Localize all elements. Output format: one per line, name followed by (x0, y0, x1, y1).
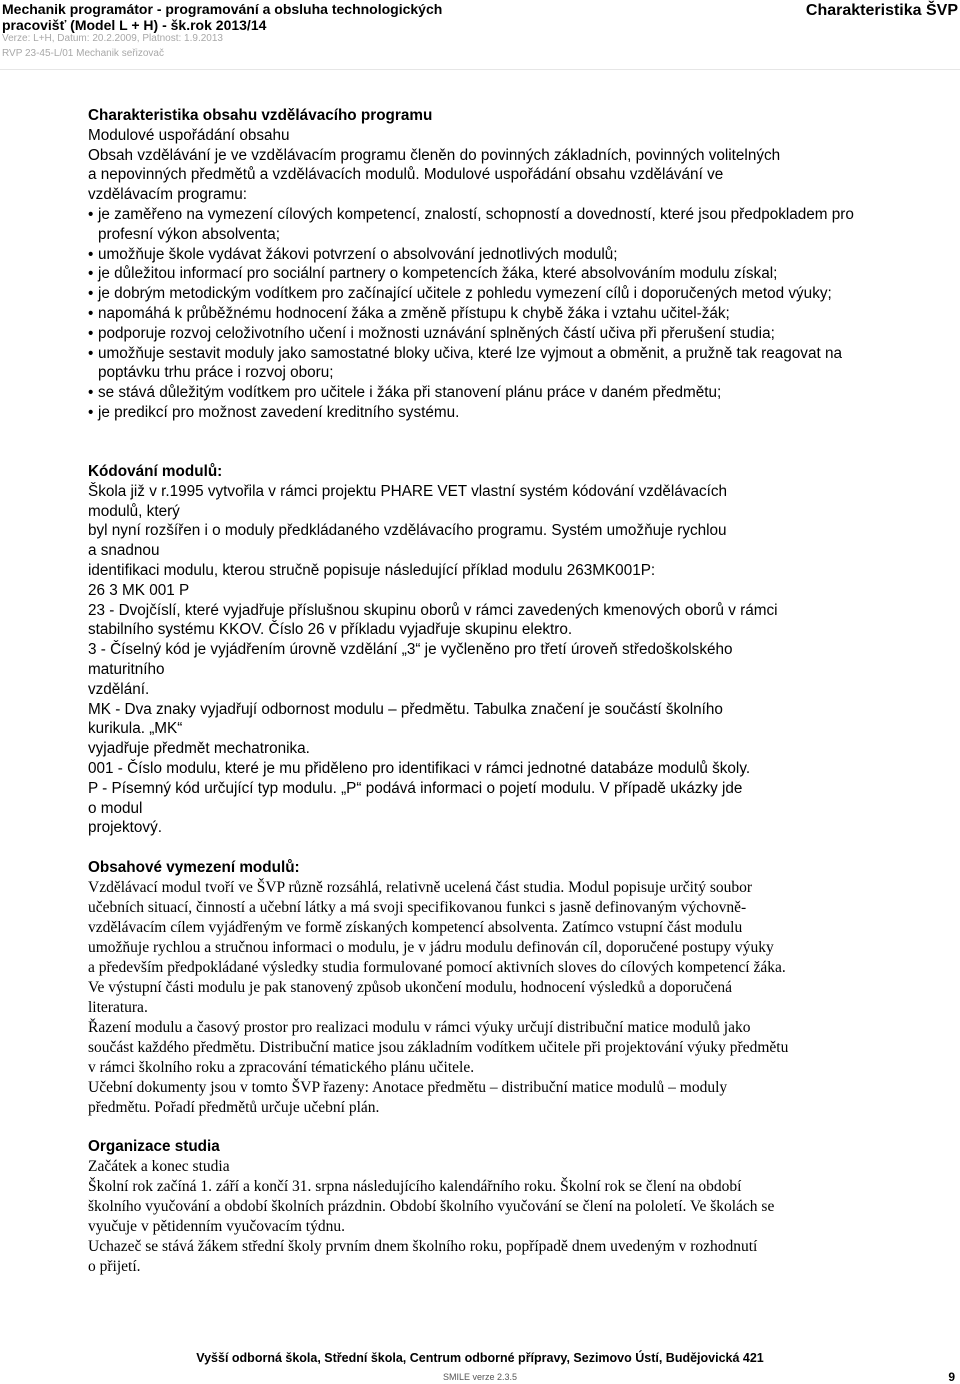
section-title: Kódování modulů: (88, 463, 223, 480)
text-line: a snadnou (88, 542, 160, 560)
text-line: 3 - Číselný kód je vyjádřením úrovně vzdělání „3“ je vyčleněno pro třetí úroveň středoškolského (88, 641, 733, 659)
text-line: vzdělávacím cílem vyjádřeným ve formě získaných kompetencí absolventa. Zatímco vstupní část modulu (88, 919, 743, 936)
text-line: v rámci školního roku a zpracování tématického plánu učitele. (88, 1059, 475, 1076)
text-line: kurikula. „MK“ (88, 720, 183, 738)
section-module-content (88, 858, 878, 1118)
text-line: projektový. (88, 819, 162, 837)
header-section-title: Charakteristika ŠVP (805, 2, 958, 19)
text-line: modulů, který (88, 502, 180, 520)
text-line: Školní rok začíná 1. září a končí 31. srpna následujícího kalendářního roku. Školní rok se člení na období (88, 1178, 742, 1195)
list-item: • umožňuje škole vydávat žákovi potvrzení o absolvování jednotlivých modulů; (88, 245, 878, 265)
benefits-list (88, 205, 878, 423)
text-line: Uchazeč se stává žákem střední školy prvním dnem školního roku, popřípadě dnem uvedeným v rozhodnutí (88, 1238, 758, 1255)
text-line: Škola již v r.1995 vytvořila v rámci projektu PHARE VET vlastní systém kódování vzdělávacích (88, 482, 728, 500)
text-line: 001 - Číslo modulu, které je mu přiděleno pro identifikaci v rámci jednotné databáze modulů školy. (88, 759, 751, 777)
text-line: 26 3 MK 001 P (88, 581, 190, 599)
intro-line: Obsah vzdělávání je ve vzdělávacím programu členěn do povinných základních, povinných volitelných (88, 146, 781, 164)
list-item: • podporuje rozvoj celoživotního učení i možnosti uznávání splněných částí učiva při přerušení studia; (88, 324, 878, 344)
text-line: a především předpokládané výsledky studia formulované pomocí aktivních sloves do cílových kompetencí žáka. (88, 959, 786, 976)
text-line: literatura. (88, 999, 148, 1016)
intro-line: vzdělávacím programu: (88, 186, 247, 204)
text-line: maturitního (88, 660, 165, 678)
list-item: • se stává důležitým vodítkem pro učitele i žáka při stanovení plánu práce v daném předmětu; (88, 383, 878, 403)
text-line: 23 - Dvojčíslí, které vyjadřuje příslušnou skupinu oborů v rámci zavedených kmenových oborů v rámci (88, 601, 778, 619)
list-item: • umožňuje sestavit moduly jako samostatné bloky učiva, které lze vyjmout a obměnit, a pružně tak reagovat na poptávku trhu práce i rozvoj oboru; (88, 344, 878, 384)
list-item: • je predikcí pro možnost zavedení kreditního systému. (88, 403, 878, 423)
text-line: MK - Dva znaky vyjadřují odbornost modulu – předmětu. Tabulka značení je součástí školního (88, 700, 723, 718)
text-line: stabilního systému KKOV. Číslo 26 v příkladu vyjadřuje skupinu elektro. (88, 621, 573, 639)
list-item: • je zaměřeno na vymezení cílových kompetencí, znalostí, schopností a dovedností, které jsou předpokladem pro profesní výkon absolventa; (88, 205, 878, 245)
section-title: Charakteristika obsahu vzdělávacího programu (88, 107, 433, 124)
page-number: 9 (948, 1370, 955, 1384)
section-subtitle: Modulové uspořádání obsahu (88, 126, 290, 144)
header-title-line2: pracovišť (Model L + H) - šk.rok 2013/14 (2, 17, 267, 33)
header-rvp: RVP 23-45-L/01 Mechanik seřizovač (2, 48, 164, 59)
list-item: • je důležitou informací pro sociální partnery o kompetencích žáka, které absolvováním modulu získal; (88, 264, 878, 284)
text-line: byl nyní rozšířen i o moduly předkládaného vzdělávacího programu. Systém umožňuje rychlou (88, 522, 727, 540)
header-version: Verze: L+H, Datum: 20.2.2009, Platnost: 1.9.2013 (2, 33, 223, 44)
header-divider (0, 69, 960, 70)
text-line: Začátek a konec studia (88, 1158, 230, 1175)
header-title-line1: Mechanik programátor - programování a obsluha technologických (2, 1, 443, 17)
section-module-structure (88, 106, 878, 423)
text-line: o přijetí. (88, 1258, 141, 1275)
text-line: Učební dokumenty jsou v tomto ŠVP řazeny: Anotace předmětu – distribuční matice modulů – moduly (88, 1079, 728, 1096)
text-line: Řazení modulu a časový prostor pro realizaci modulu v rámci výuky určují distribuční matice modulů jako (88, 1019, 751, 1036)
text-line: vyučuje v pětidenním vyučovacím týdnu. (88, 1218, 345, 1235)
footer-school: Vyšší odborná škola, Střední škola, Centrum odborné přípravy, Sezimovo Ústí, Budějovická 421 (196, 1351, 764, 1365)
text-line: identifikaci modulu, kterou stručně popisuje následující příklad modulu 263MK001P: (88, 561, 656, 579)
text-line: předmětu. Pořadí předmětů určuje učební plán. (88, 1099, 380, 1116)
section-study-organization (88, 1137, 878, 1277)
text-line: Vzdělávací modul tvoří ve ŠVP různě rozsáhlá, relativně ucelená část studia. Modul popisuje určitý soubor (88, 879, 753, 896)
intro-line: a nepovinných předmětů a vzdělávacích modulů. Modulové uspořádání obsahu vzdělávání ve (88, 166, 724, 184)
text-line: školního vyučování a období školních prázdnin. Období školního vyučování se člení na pololetí. Ve školách se (88, 1198, 775, 1215)
text-line: součást každého předmětu. Distribuční matice jsou základním vodítkem učitele při projektování výuky předmětu (88, 1039, 789, 1056)
list-item: • je dobrým metodickým vodítkem pro začínající učitele z pohledu vymezení cílů i doporučených metod výuky; (88, 284, 878, 304)
text-line: Ve výstupní části modulu je pak stanovený způsob ukončení modulu, hodnocení výsledků a doporučená (88, 979, 732, 996)
text-line: umožňuje rychlou a stručnou informaci o modulu, je v jádru modulu definován cíl, doporučené postupy výuky (88, 939, 774, 956)
section-module-coding (88, 462, 878, 838)
text-line: vzdělání. (88, 680, 150, 698)
text-line: o modul (88, 799, 143, 817)
text-line: P - Písemný kód určující typ modulu. „P“ podává informaci o pojetí modulu. V případě ukázky jde (88, 779, 743, 797)
list-item: • napomáhá k průběžnému hodnocení žáka a změně přístupu k chybě žáka i vztahu učitel-žák; (88, 304, 878, 324)
footer-software: SMILE verze 2.3.5 (442, 1372, 518, 1382)
text-line: vyjadřuje předmět mechatronika. (88, 740, 310, 758)
section-title: Obsahové vymezení modulů: (88, 859, 300, 876)
section-title: Organizace studia (88, 1138, 220, 1155)
text-line: učebních situací, činností a učební látky a má svoji specifikovanou funkci s jasně definovaným výchovně- (88, 899, 747, 916)
